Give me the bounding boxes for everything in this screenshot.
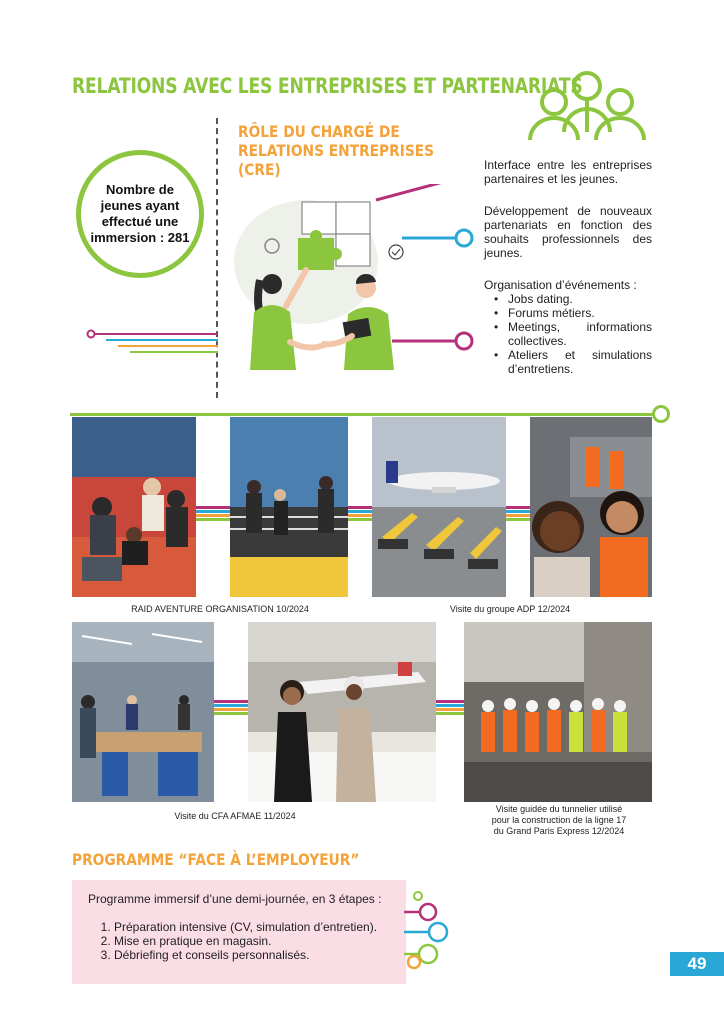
programme-box bbox=[72, 880, 406, 984]
caption-raid: RAID AVENTURE ORGANISATION 10/2024 bbox=[131, 604, 309, 614]
photo-connector-lines bbox=[214, 700, 248, 724]
events-list bbox=[484, 292, 652, 376]
immersion-stat-text: Nombre de jeunes ayant effectué une immersion : 281 bbox=[90, 182, 190, 245]
programme-step: 2. Mise en pratique en magasin. bbox=[114, 934, 390, 948]
photo-adp-selfie bbox=[530, 417, 652, 597]
programme-title: PROGRAMME “FACE À L’EMPLOYEUR” bbox=[72, 850, 360, 869]
photo-connector-lines bbox=[196, 506, 230, 530]
role-evenements-label: Organisation d’événements : bbox=[484, 278, 637, 292]
people-network-icon bbox=[524, 70, 650, 144]
cre-roles bbox=[484, 158, 652, 394]
photo-tunnel-visit bbox=[464, 622, 652, 802]
decorative-circles-icon bbox=[404, 890, 458, 972]
role-developpement: Développement de nouveaux partenariats en fonction des souhaits professionnels des jeunes. bbox=[484, 204, 652, 260]
left-color-lines bbox=[86, 328, 218, 358]
programme-step: 1. Préparation intensive (CV, simulation d’entretien). bbox=[114, 920, 390, 934]
page-number: 49 bbox=[670, 952, 724, 976]
photo-raid-boxing bbox=[230, 417, 348, 597]
role-interface: Interface entre les entreprises partenaires et les jeunes. bbox=[484, 158, 652, 186]
photo-connector-lines bbox=[348, 506, 372, 530]
role-evenements bbox=[484, 278, 652, 376]
photo-adp-airport bbox=[372, 417, 506, 597]
programme-steps bbox=[88, 920, 390, 962]
event-item: • Jobs dating. bbox=[494, 292, 652, 306]
event-item: • Meetings, informations collectives. bbox=[494, 320, 652, 348]
programme-intro: Programme immersif d’une demi-journée, en 3 étapes : bbox=[88, 892, 382, 906]
caption-tunnel: Visite guidée du tunnelier utilisé pour la construction de la ligne 17 du Grand Paris Express 12/2024 bbox=[491, 804, 627, 836]
event-item: • Ateliers et simulations d’entretiens. bbox=[494, 348, 652, 376]
photo-raid-first-aid bbox=[72, 417, 196, 597]
photo-connector-lines bbox=[506, 506, 530, 530]
caption-cfa: Visite du CFA AFMAE 11/2024 bbox=[174, 811, 296, 821]
caption-adp: Visite du groupe ADP 12/2024 bbox=[449, 604, 571, 614]
photo-cfa-hangar bbox=[248, 622, 436, 802]
event-item: • Forums métiers. bbox=[494, 306, 652, 320]
programme-step: 3. Débriefing et conseils personnalisés. bbox=[114, 948, 390, 962]
immersion-stat-circle bbox=[76, 150, 204, 278]
photo-connector-lines bbox=[436, 700, 464, 724]
page-title: RELATIONS AVEC LES ENTREPRISES ET PARTENARIATS bbox=[72, 74, 583, 98]
section-divider-dot bbox=[652, 405, 670, 423]
photo-cfa-workshop bbox=[72, 622, 214, 802]
cre-title: RÔLE DU CHARGÉ DE RELATIONS ENTREPRISES (CRE) bbox=[238, 122, 435, 179]
partnership-illustration bbox=[226, 184, 476, 370]
section-divider-line bbox=[70, 413, 656, 416]
